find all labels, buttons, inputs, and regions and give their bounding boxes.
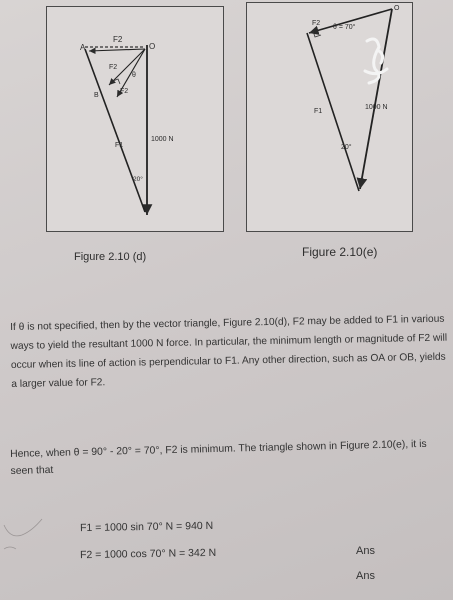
pencil-scribble <box>0 505 60 565</box>
label-o: O <box>394 5 400 12</box>
figure-2-10-e <box>246 2 413 232</box>
f2-oa-arrow <box>89 49 145 51</box>
label-20deg: 20° <box>133 176 143 183</box>
equation-f1: F1 = 1000 sin 70° N = 940 N <box>79 519 214 535</box>
vector-triangle-e <box>247 3 412 231</box>
label-f2-top: F2 <box>113 35 123 44</box>
caption-figure-d: Figure 2.10 (d) <box>74 251 147 263</box>
paragraph-2: Hence, when θ = 90° - 20° = 70°, F2 is minimum. The triangle shown in Figure 2.10(e), it is seen that <box>10 438 427 477</box>
label-1000n: 1000 N <box>151 136 174 143</box>
label-20deg: 20° <box>341 144 352 151</box>
f1-line <box>85 49 145 212</box>
answer-label-1: Ans <box>356 545 375 557</box>
resultant-arrow <box>360 9 392 189</box>
handwritten-mark <box>365 39 387 83</box>
label-a: A <box>80 43 86 52</box>
equation-f2: F2 = 1000 cos 70° N = 342 N <box>79 546 217 562</box>
label-1000n: 1000 N <box>365 104 388 111</box>
answer-label-2: Ans <box>356 570 375 582</box>
paragraph-1: If θ is not specified, then by the vector triangle, Figure 2.10(d), F2 may be added to F1 in various ways to yield the resultant 1000 N force. In particular, the minimum length or magnitude of F2 will occur when its line of action is perpendicular to F1. Any other direction, such as OA or OB, yields a larger value for F2. <box>10 313 448 390</box>
label-o: O <box>149 42 156 51</box>
label-f1: F1 <box>115 142 124 149</box>
figure-2-10-d <box>46 6 224 232</box>
label-b: B <box>94 92 99 99</box>
label-f2-low: F2 <box>120 88 129 95</box>
label-f2-mid: F2 <box>109 64 118 71</box>
label-theta-70: θ = 70° <box>333 24 356 31</box>
label-f2: F2 <box>312 20 321 27</box>
caption-figure-e: Figure 2.10(e) <box>302 245 378 259</box>
vector-triangle-d <box>47 7 223 231</box>
label-f1: F1 <box>314 108 323 115</box>
label-theta: θ <box>132 72 136 79</box>
